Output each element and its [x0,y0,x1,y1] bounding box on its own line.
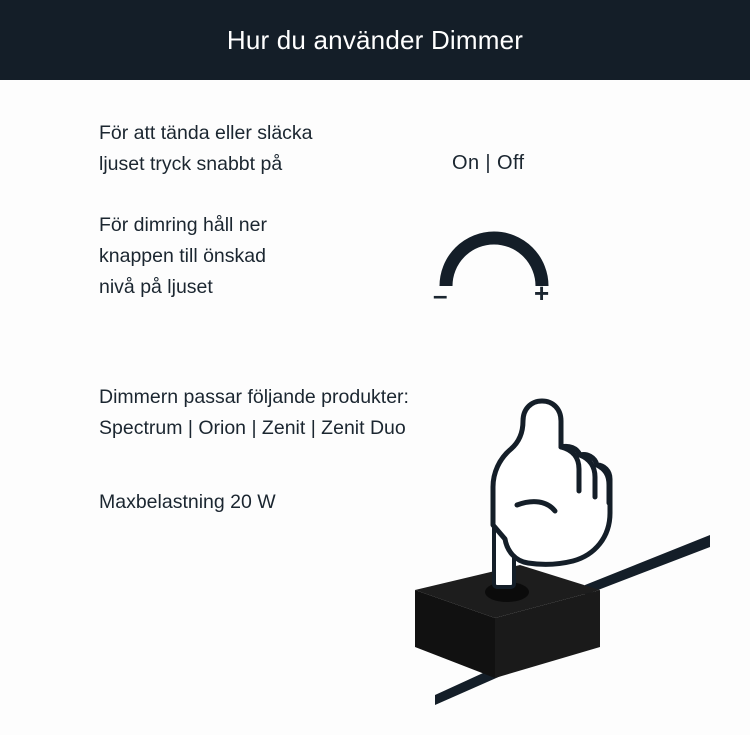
products-list: Spectrum | Orion | Zenit | Zenit Duo [99,417,406,439]
minus-sign: – [433,280,448,310]
page-header [0,0,750,80]
products-heading: Dimmern passar följande produkter: [99,386,409,408]
dimmer-illustration-icon [285,395,710,705]
dimmer-dial-graphic [424,212,564,312]
hand-dimmer-illustration [285,395,710,705]
dimming-instruction-line-2: knappen till önskad [99,245,266,267]
toggle-instruction-line-2: ljuset tryck snabbt på [99,153,283,175]
footer-spacer [0,735,750,750]
plus-sign: + [534,278,550,308]
dimming-instruction-text [99,210,267,303]
on-off-label: On | Off [452,152,525,174]
toggle-instruction-line-1: För att tända eller släcka [99,122,313,144]
max-load-text [99,487,276,518]
dimming-instruction-line-3: nivå på ljuset [99,276,213,298]
max-load-value: Maxbelastning 20 W [99,491,276,513]
dimming-instruction-line-1: För dimring håll ner [99,214,267,236]
page-title: Hur du använder Dimmer [226,24,524,55]
toggle-instruction-text [99,118,313,180]
